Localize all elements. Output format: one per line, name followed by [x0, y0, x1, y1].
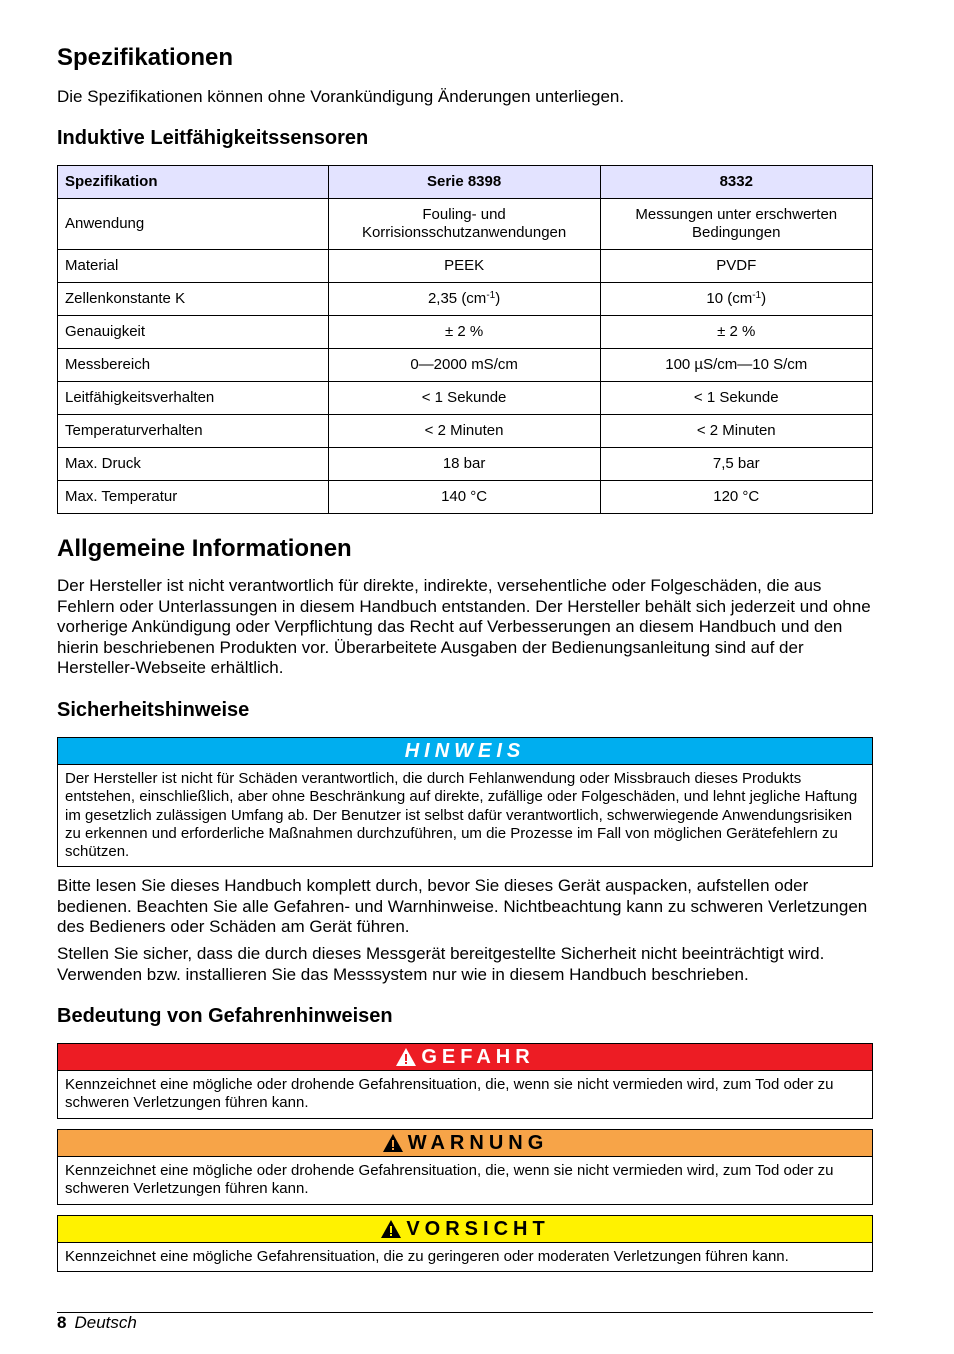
table-cell: 7,5 bar — [600, 448, 873, 481]
danger-text: Kennzeichnet eine mögliche oder drohende Gefahrensituation, die, wenn sie nicht vermieden wird, zum Tod oder zu schweren Verletzungen führen kann. — [65, 1076, 834, 1112]
warning-box — [57, 1129, 873, 1205]
caution-header — [58, 1216, 872, 1243]
table-header-cell: Spezifikation — [58, 166, 329, 199]
subsection-title-sensors: Induktive Leitfähigkeitssensoren — [57, 127, 369, 149]
page-footer — [57, 1313, 137, 1333]
caution-box — [57, 1215, 873, 1272]
safety-paragraph-2: Stellen Sie sicher, dass die durch dieses Messgerät bereitgestellte Sicherheit nicht beeinträchtigt wird. Verwenden bzw. installieren Sie das Messsystem nur wie in diesem Handbuch beschrieben. — [57, 944, 825, 984]
notice-text: Der Hersteller ist nicht für Schäden verantwortlich, die durch Fehlanwendung oder Missbrauch dieses Produkts entstehen, einschließlich, aber ohne Beschränkung auf direkte, zufällige oder Folgeschäden, und lehnt jegliche Haftung im gesetzlich zulässigen Umfang ab. Der Benutzer ist selbst dafür verantwortlich, schwerwiegende Anwendungsrisiken zu erkennen und erforderliche Maßnahmen durchzuführen, um die Prozesse im Fall von möglichen Gerätefehlern zu schützen. — [65, 770, 858, 861]
cell-paren: ) — [495, 290, 501, 307]
table-cell: ± 2 % — [600, 316, 873, 349]
table-header-cell: 8332 — [600, 166, 873, 199]
notice-box — [57, 737, 873, 867]
table-cell: 100 µS/cm—10 S/cm — [600, 349, 873, 382]
table-cell — [328, 283, 600, 316]
table-cell: PEEK — [328, 250, 600, 283]
caution-text: Kennzeichnet eine mögliche Gefahrensituation, die zu geringeren oder moderaten Verletzungen führen kann. — [65, 1248, 789, 1265]
table-cell: PVDF — [600, 250, 873, 283]
table-cell: Max. Temperatur — [58, 481, 329, 514]
table-cell: Messbereich — [58, 349, 329, 382]
table-cell: < 2 Minuten — [328, 415, 600, 448]
table-cell: Zellenkonstante K — [58, 283, 329, 316]
caution-label: VORSICHT — [406, 1217, 550, 1240]
table-row — [58, 250, 873, 283]
table-cell: Temperaturverhalten — [58, 415, 329, 448]
table-header-cell: Serie 8398 — [328, 166, 600, 199]
warning-triangle-icon — [382, 1133, 404, 1153]
table-cell: < 1 Sekunde — [328, 382, 600, 415]
section-title-general: Allgemeine Informationen — [57, 535, 352, 562]
danger-header — [58, 1044, 872, 1071]
cell-value: 2,35 (cm — [427, 290, 487, 307]
danger-box — [57, 1043, 873, 1119]
page-number: 8 — [57, 1313, 67, 1332]
table-row — [58, 382, 873, 415]
table-cell: < 1 Sekunde — [600, 382, 873, 415]
warning-label: WARNUNG — [407, 1131, 549, 1154]
table-row — [58, 349, 873, 382]
table-row — [58, 415, 873, 448]
table-row — [58, 448, 873, 481]
table-cell: Messungen unter erschwerten Bedingungen — [600, 199, 873, 250]
cell-value: 10 (cm — [706, 290, 753, 307]
warning-triangle-icon — [380, 1219, 402, 1239]
footer-divider — [57, 1312, 873, 1313]
table-cell: < 2 Minuten — [600, 415, 873, 448]
safety-paragraph-1: Bitte lesen Sie dieses Handbuch komplett durch, bevor Sie dieses Gerät auspacken, aufstellen oder bedienen. Beachten Sie alle Gefahren- und Warnhinweise. Nichtbeachtung kann zu schweren Verletzungen des Bedieners oder Schäden am Gerät führen. — [57, 876, 868, 936]
cell-paren: ) — [761, 290, 767, 307]
table-row — [58, 283, 873, 316]
table-cell: Material — [58, 250, 329, 283]
notice-header — [58, 738, 872, 765]
subsection-title-hazards: Bedeutung von Gefahrenhinweisen — [57, 1005, 393, 1027]
specifications-table — [57, 165, 873, 514]
table-cell: Anwendung — [58, 199, 329, 250]
danger-label: GEFAHR — [421, 1045, 535, 1068]
table-cell: 120 °C — [600, 481, 873, 514]
table-row — [58, 481, 873, 514]
table-cell — [600, 283, 873, 316]
table-row — [58, 316, 873, 349]
table-cell: Fouling- und Korrisionsschutzanwendungen — [328, 199, 600, 250]
table-cell: Leitfähigkeitsverhalten — [58, 382, 329, 415]
table-cell: Max. Druck — [58, 448, 329, 481]
cell-superscript: -1 — [486, 290, 496, 301]
subsection-title-safety: Sicherheitshinweise — [57, 699, 250, 721]
table-cell: ± 2 % — [328, 316, 600, 349]
table-cell: Genauigkeit — [58, 316, 329, 349]
notice-label: HINWEIS — [404, 739, 526, 762]
section-title-specifications: Spezifikationen — [57, 44, 234, 71]
table-cell: 18 bar — [328, 448, 600, 481]
general-information-text: Der Hersteller ist nicht verantwortlich für direkte, indirekte, versehentliche oder Folgeschäden, die aus Fehlern oder Unterlassungen in diesem Handbuch entstanden. Der Hersteller behält sich jederzeit und ohne vorherige Ankündigung oder Verpflichtung das Recht auf Verbesserungen an diesem Handbuch und den hierin beschriebenen Produkten vor. Überarbeitete Ausgaben der Bedienungsanleitung sind auf der Hersteller-Webseite erhältlich. — [57, 576, 871, 677]
table-cell: 140 °C — [328, 481, 600, 514]
table-header-row — [58, 166, 873, 199]
warning-triangle-icon — [395, 1047, 417, 1067]
warning-header — [58, 1130, 872, 1157]
table-cell: 0—2000 mS/cm — [328, 349, 600, 382]
warning-text: Kennzeichnet eine mögliche oder drohende Gefahrensituation, die, wenn sie nicht vermieden wird, zum Tod oder zu schweren Verletzungen führen kann. — [65, 1162, 834, 1198]
table-row — [58, 199, 873, 250]
specifications-intro: Die Spezifikationen können ohne Vorankündigung Änderungen unterliegen. — [57, 87, 625, 106]
cell-superscript: -1 — [752, 290, 762, 301]
footer-language: Deutsch — [74, 1313, 137, 1332]
